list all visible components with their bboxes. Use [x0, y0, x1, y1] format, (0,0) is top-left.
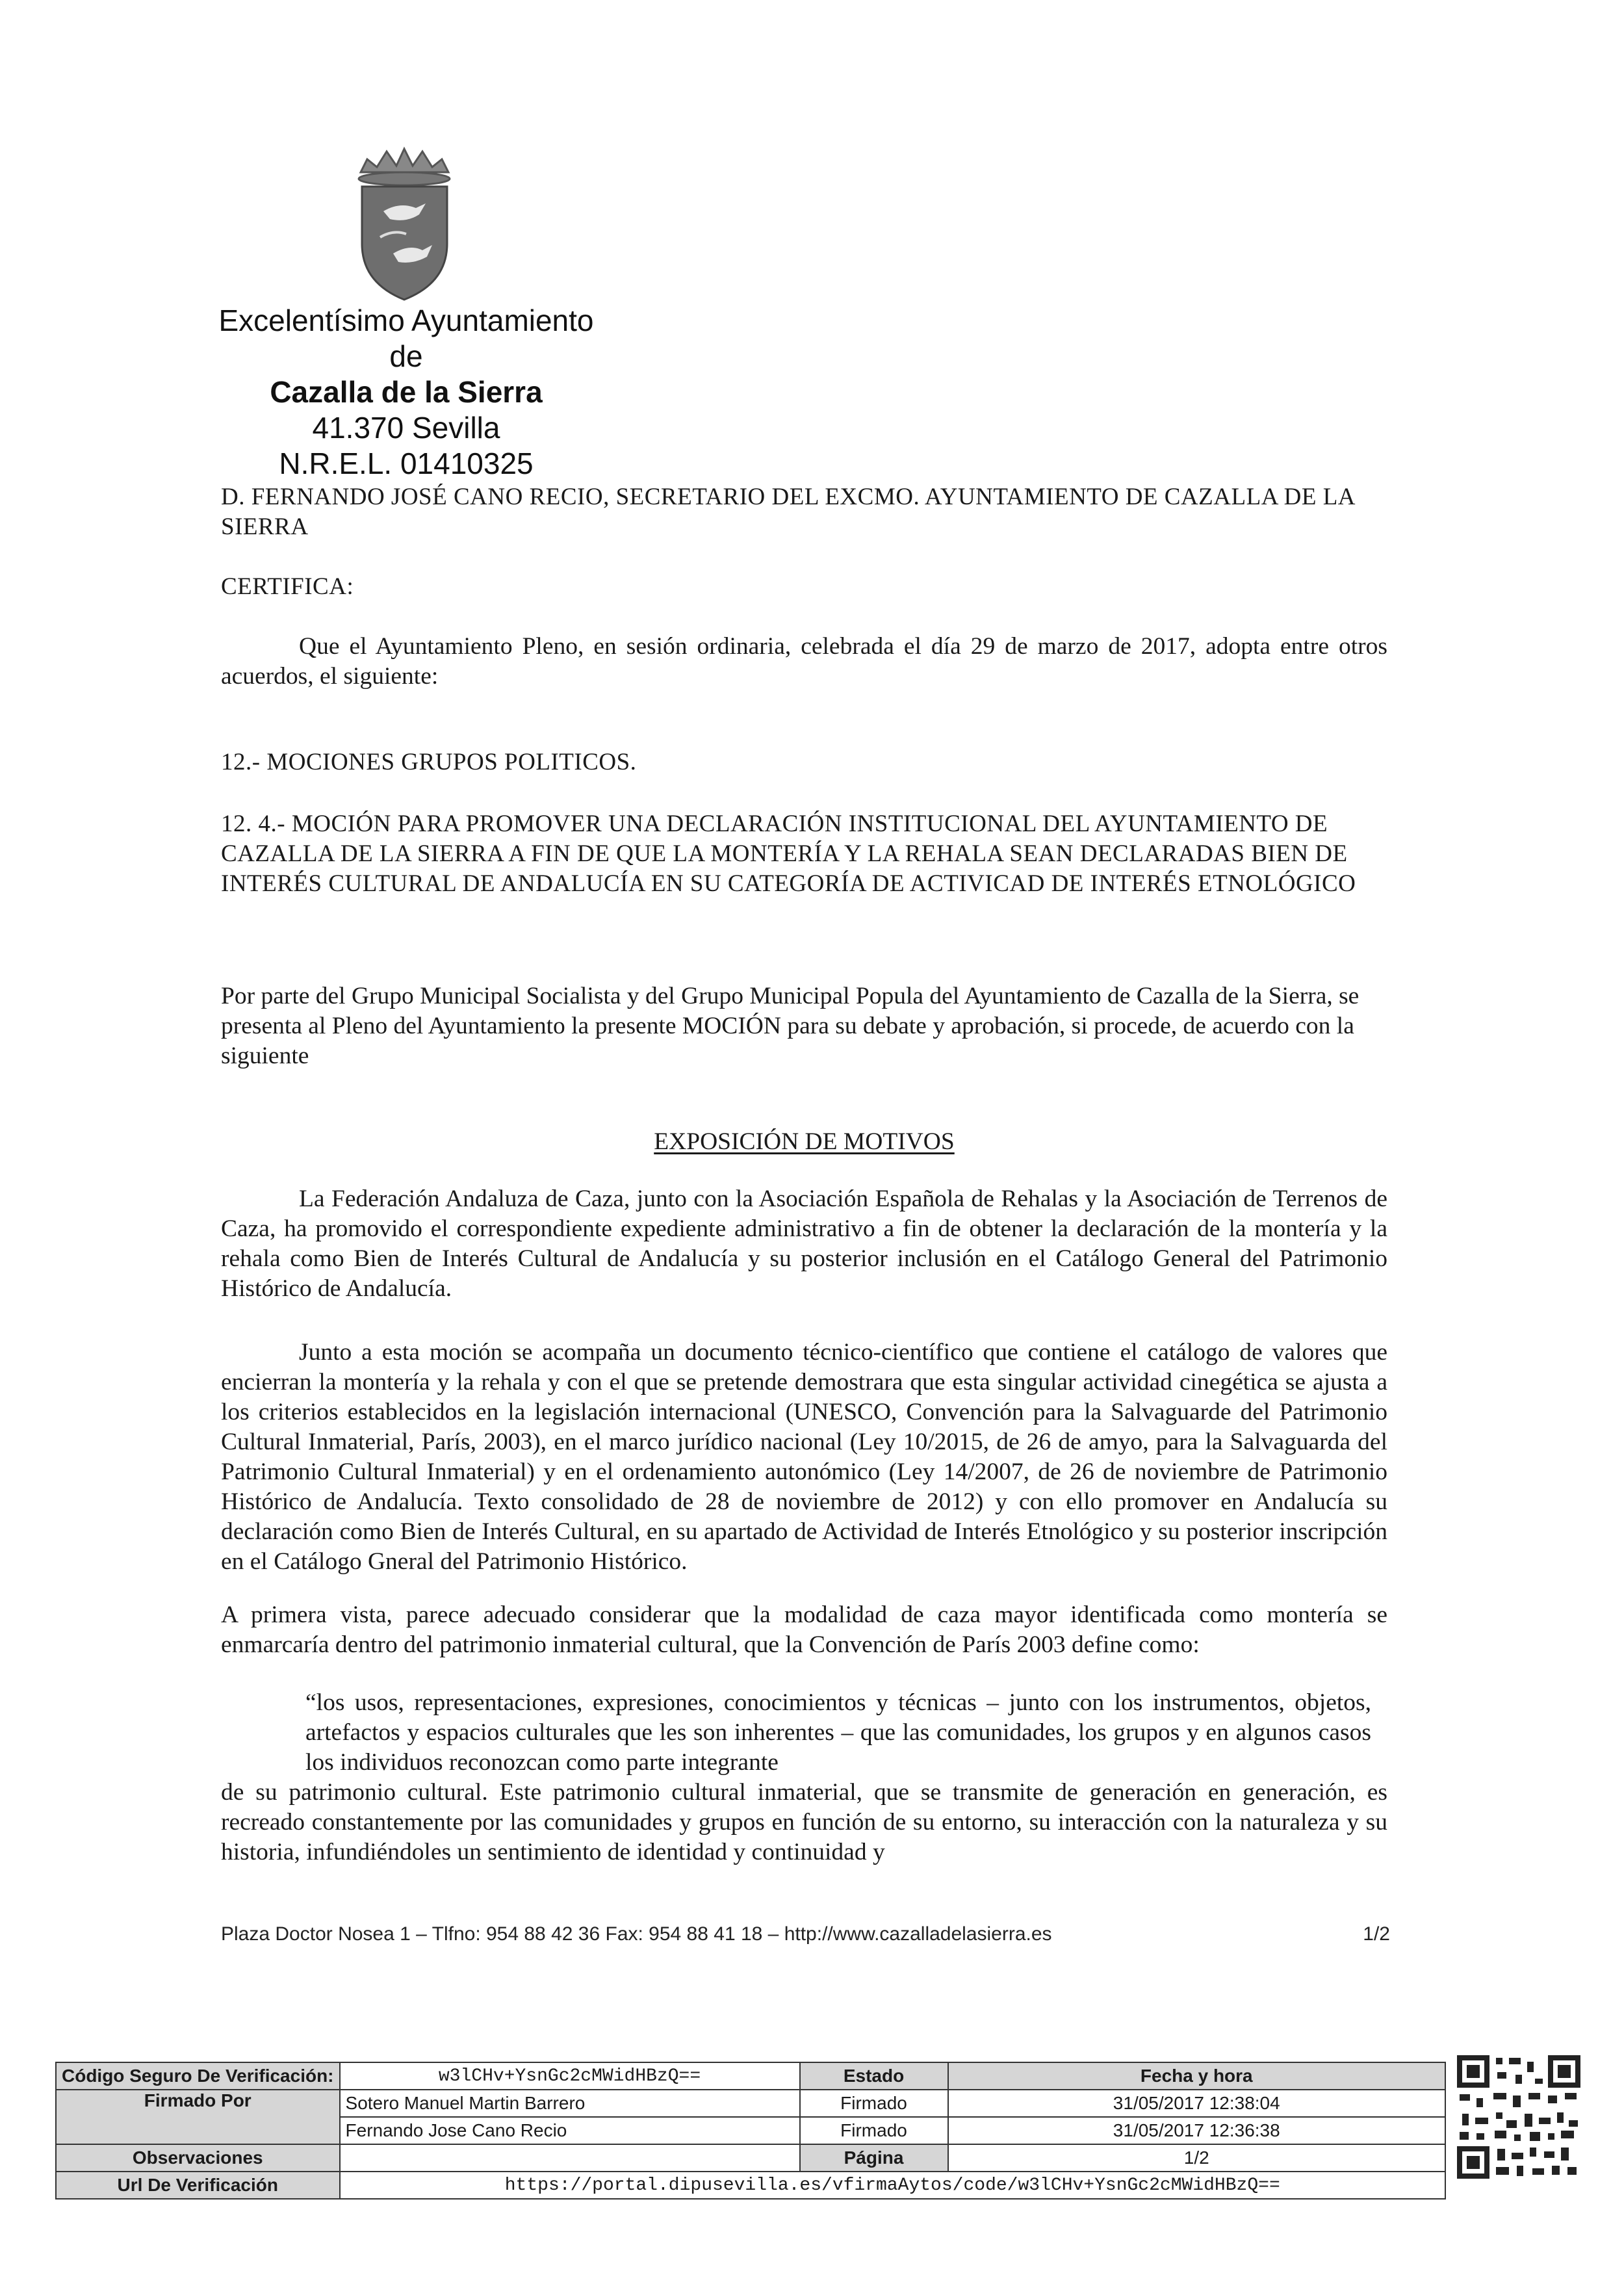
paragraph-1: La Federación Andaluza de Caza, junto con la Asociación Española de Rehalas y la Asociación de Terrenos de Caza, ha promovido el correspondiente expediente administrativo a fin de obtener la declaración de la montería y la rehala como Bien de Interés Cultural de Andalucía y su posterior inclusión en el Catálogo General del Patrimonio Histórico de Andalucía. [221, 1186, 1387, 1302]
footer-address: Plaza Doctor Nosea 1 – Tlfno: 954 88 42 36 Fax: 954 88 41 18 – http://www.cazalladelasierra.es [221, 1923, 1052, 1945]
town-name: Cazalla de la Sierra [270, 375, 543, 409]
footer-page-number: 1/2 [1363, 1923, 1390, 1945]
verification-row-observaciones [56, 2144, 1445, 2172]
postal-code: 41.370 Sevilla [312, 411, 500, 445]
institution-de: de [389, 339, 423, 373]
verification-url[interactable]: https://portal.dipusevilla.es/vfirmaAytos/code/w3lCHv+YsnGc2cMWidHBzQ== [340, 2172, 1445, 2199]
intro-paragraph: Que el Ayuntamiento Pleno, en sesión ordinaria, celebrada el día 29 de marzo de 2017, adopta entre otros acuerdos, el siguiente: [221, 633, 1387, 690]
motion-title: 12. 4.- MOCIÓN PARA PROMOVER UNA DECLARACIÓN INSTITUCIONAL DEL AYUNTAMIENTO DE CAZALLA DE LA SIERRA A FIN DE QUE LA MONTERÍA Y LA REHALA SEAN DECLARADAS BIEN DE INTERÉS CULTURAL DE ANDALUCÍA EN SU CATEGORÍA DE ACTIVICAD DE INTERÉS ETNOLÓGICO [221, 811, 1356, 897]
signer-status: Firmado [800, 2117, 948, 2144]
observaciones-label: Observaciones [56, 2144, 340, 2172]
quote-part-1: “los usos, representaciones, expresiones, conocimientos y técnicas – junto con los instrumentos, objetos, artefactos y espacios culturales que les son inherentes – que las comunidades, los grupos y en algunos casos los individuos reconozcan como parte integrante [305, 1689, 1371, 1776]
signer-datetime: 31/05/2017 12:38:04 [948, 2090, 1445, 2117]
paragraph-3: A primera vista, parece adecuado considerar que la modalidad de caza mayor identificada como montería se enmarcaría dentro del patrimonio inmaterial cultural, que la Convención de París 2003 define como: [221, 1602, 1387, 1658]
signer-name: Fernando Jose Cano Recio [340, 2117, 800, 2144]
signer-datetime: 31/05/2017 12:36:38 [948, 2117, 1445, 2144]
csv-label: Código Seguro De Verificación: [56, 2062, 340, 2090]
url-label: Url De Verificación [56, 2172, 340, 2199]
csv-value: w3lCHv+YsnGc2cMWidHBzQ== [340, 2062, 800, 2090]
quote-part-2: de su patrimonio cultural. Este patrimonio cultural inmaterial, que se transmite de generación en generación, es recreado constantemente por las comunidades y grupos en función de su entorno, su interacción con la naturaleza y su historia, infundiéndoles un sentimiento de identidad y continuidad y [221, 1779, 1387, 1865]
coat-of-arms-icon [354, 146, 455, 302]
fecha-header: Fecha y hora [948, 2062, 1445, 2090]
institution-name: Excelentísimo Ayuntamiento [218, 304, 594, 337]
verification-row-url [56, 2172, 1445, 2199]
section-heading: 12.- MOCIONES GRUPOS POLITICOS. [221, 749, 637, 775]
qr-code-icon [1457, 2055, 1580, 2179]
pagina-value: 1/2 [948, 2144, 1445, 2172]
verification-row-csv [56, 2062, 1445, 2090]
verification-table [55, 2062, 1446, 2200]
signatory: D. FERNANDO JOSÉ CANO RECIO, SECRETARIO DEL EXCMO. AYUNTAMIENTO DE CAZALLA DE LA SIERRA [221, 484, 1354, 540]
exposicion-heading: EXPOSICIÓN DE MOTIVOS [654, 1128, 955, 1155]
pagina-label: Página [800, 2144, 948, 2172]
observaciones-value [340, 2144, 800, 2172]
estado-header: Estado [800, 2062, 948, 2090]
signer-name: Sotero Manuel Martin Barrero [340, 2090, 800, 2117]
paragraph-2: Junto a esta moción se acompaña un documento técnico-científico que contiene el catálogo de valores que encierran la montería y la rehala y con el que se pretende demostrara que esta singular actividad cinegética se ajusta a los criterios establecidos en la legislación internacional (UNESCO, Convención para la Salvaguarde del Patrimonio Cultural Inmaterial, París, 2003), en el marco jurídico nacional (Ley 10/2015, de 26 de amyo, para la Salvaguarda del Patrimonio Cultural Inmaterial) y en el ordenamiento autonómico (Ley 14/2007, de 26 de noviembre de Patrimonio Histórico de Andalucía. Texto consolidado de 28 de noviembre de 2012) y con ello promover en Andalucía su declaración como Bien de Interés Cultural, en su apartado de Actividad de Interés Etnológico y su posterior inscripción en el Catálogo Gneral del Patrimonio Histórico. [221, 1339, 1387, 1575]
certifica-label: CERTIFICA: [221, 573, 354, 600]
firmado-label: Firmado Por [56, 2090, 340, 2144]
verification-row-signer [56, 2090, 1445, 2117]
nrel-code: N.R.E.L. 01410325 [279, 447, 534, 480]
signer-status: Firmado [800, 2090, 948, 2117]
presentation-paragraph: Por parte del Grupo Municipal Socialista y del Grupo Municipal Popula del Ayuntamiento de Cazalla de la Sierra, se presenta al Pleno del Ayuntamiento la presente MOCIÓN para su debate y aprobación, si procede, de acuerdo con la siguiente [221, 983, 1360, 1069]
